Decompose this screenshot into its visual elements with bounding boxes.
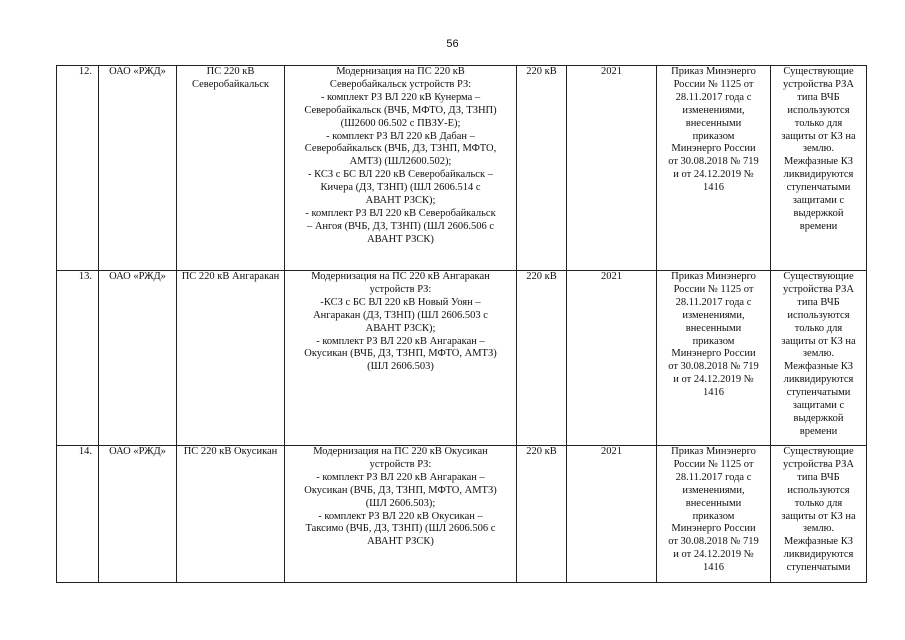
measures-cell-line: - КСЗ с БС ВЛ 220 кВ Северобайкальск – [308,169,493,181]
measures-cell-line: АМТЗ) (ШЛ2600.502); [349,156,452,168]
measures-cell-line: Модернизация на ПС 220 кВ Ангаракан [311,271,490,282]
basis-cell-line: Приказ Минэнерго [671,446,756,457]
measures-cell [285,66,517,271]
object-cell: ПС 220 кВ Северобайкальск [177,66,285,271]
condition-cell-line: выдержкой [793,207,844,219]
basis-cell-line: России № 1125 от [673,458,754,470]
table-row [57,66,867,271]
measures-cell-line: - комплект РЗ ВЛ 220 кВ Ангаракан – [316,471,485,483]
voltage-cell: 220 кВ [517,66,567,271]
basis-cell-line: 28.11.2017 года с [675,91,752,103]
basis-cell-line: приказом [692,335,735,347]
voltage-cell: 220 кВ [517,446,567,583]
condition-cell-line: землю. [802,143,835,155]
year-cell: 2021 [567,66,657,271]
condition-cell-line: используются [787,484,850,496]
condition-cell-line: используются [787,104,850,116]
measures-cell-line: -КСЗ с БС ВЛ 220 кВ Новый Уоян – [320,296,481,308]
basis-cell-line: 1416 [703,387,724,399]
condition-cell-line: ступенчатыми [786,387,851,399]
condition-cell-line: используются [787,309,850,321]
basis-cell-line: 1416 [703,562,724,574]
measures-cell-line: Окусикан (ВЧБ, ДЗ, ТЗНП, МФТО, АМТЗ) [304,348,497,360]
condition-cell-line: только для [794,117,843,129]
condition-cell-line: ликвидируются [783,374,854,386]
basis-cell-line: от 30.08.2018 № 719 [668,156,759,168]
measures-cell-line: Кичера (ДЗ, ТЗНП) (ШЛ 2606.514 с [320,182,481,194]
measures-cell-line: Окусикан (ВЧБ, ДЗ, ТЗНП, МФТО, АМТЗ) [304,484,497,496]
basis-cell-line: Минэнерго России [671,523,756,535]
basis-cell-line: и от 24.12.2019 № [673,549,754,561]
condition-cell-line: защитами с [792,195,845,207]
table-row [57,446,867,583]
page-number: 56 [446,38,459,50]
measures-cell-line: АВАНТ РЗСК); [365,195,436,207]
measures-cell-line: - комплект РЗ ВЛ 220 кВ Окусикан – [318,510,483,522]
condition-cell [771,271,867,446]
measures-cell [285,446,517,583]
condition-cell-line: защиты от КЗ на [781,130,856,142]
condition-cell-line: ступенчатыми [786,562,851,574]
condition-cell [771,66,867,271]
condition-cell-line: времени [799,220,838,232]
basis-cell-line: и от 24.12.2019 № [673,374,754,386]
condition-cell-line: только для [794,322,843,334]
basis-cell-line: внесенными [685,497,742,509]
organization-cell: ОАО «РЖД» [99,446,177,583]
basis-cell [657,446,771,583]
measures-cell-line: АВАНТ РЗСК) [367,233,434,245]
condition-cell-line: устройства РЗА [783,458,854,470]
voltage-cell: 220 кВ [517,271,567,446]
measures-cell-line: Ангаракан (ДЗ, ТЗНП) (ШЛ 2606.503 с [313,309,488,321]
basis-cell-line: 28.11.2017 года с [675,296,752,308]
organization-cell: ОАО «РЖД» [99,271,177,446]
measures-cell-line: устройств РЗ: [369,458,432,470]
basis-cell-line: Минэнерго России [671,348,756,360]
year-cell: 2021 [567,271,657,446]
condition-cell-line: устройства РЗА [783,78,854,90]
basis-cell [657,66,771,271]
basis-cell-line: внесенными [685,117,742,129]
condition-cell-line: выдержкой [793,412,844,424]
organization-cell: ОАО «РЖД» [99,66,177,271]
basis-cell-line: Приказ Минэнерго [671,271,756,282]
measures-cell-line: устройств РЗ: [369,283,432,295]
basis-cell-line: внесенными [685,322,742,334]
condition-cell-line: землю. [802,348,835,360]
basis-cell-line: России № 1125 от [673,78,754,90]
condition-cell-line: ликвидируются [783,169,854,181]
row-number: 14. [57,446,99,583]
condition-cell-line: защиты от КЗ на [781,335,856,347]
basis-cell-line: Минэнерго России [671,143,756,155]
measures-cell-line: Северобайкальск (ВЧБ, ДЗ, ТЗНП, МФТО, [304,143,497,155]
row-number: 12. [57,66,99,271]
measures-cell-line: – Ангоя (ВЧБ, ДЗ, ТЗНП) (ШЛ 2606.506 с [306,220,495,232]
measures-cell-line: - комплект РЗ ВЛ 220 кВ Северобайкальск [305,207,496,219]
measures-cell-line: - комплект РЗ ВЛ 220 кВ Ангаракан – [316,335,485,347]
condition-cell-line: защитами с [792,400,845,412]
condition-cell-line: времени [799,425,838,437]
measures-cell-line: Северобайкальск (ВЧБ, МФТО, ДЗ, ТЗНП) [304,104,497,116]
measures-cell-line: - комплект РЗ ВЛ 220 кВ Кунерма – [320,91,481,103]
condition-cell-line: устройства РЗА [783,283,854,295]
condition-cell-line: Межфазные КЗ [784,536,853,548]
condition-cell-line: только для [794,497,843,509]
measures-cell-line: Северобайкальск устройств РЗ: [329,78,472,90]
condition-cell-line: землю. [802,523,835,535]
condition-cell [771,446,867,583]
basis-cell-line: изменениями, [682,484,745,496]
measures-cell-line: - комплект РЗ ВЛ 220 кВ Дабан – [326,130,475,142]
measures-cell-line: АВАНТ РЗСК); [365,322,436,334]
condition-cell-line: ступенчатыми [786,182,851,194]
basis-cell-line: России № 1125 от [673,283,754,295]
condition-cell-line: Межфазные КЗ [784,156,853,168]
basis-cell [657,271,771,446]
measures-cell-line: (Ш2600 06.502 с ПВЗУ-Е); [340,117,461,129]
condition-cell-line: типа ВЧБ [797,471,840,483]
table-row [57,271,867,446]
condition-cell-line: типа ВЧБ [797,91,840,103]
condition-cell-line: Межфазные КЗ [784,361,853,373]
basis-cell-line: приказом [692,130,735,142]
measures-cell-line: АВАНТ РЗСК) [367,536,434,548]
condition-cell-line: Существующие [783,66,854,77]
basis-cell-line: изменениями, [682,309,745,321]
basis-cell-line: и от 24.12.2019 № [673,169,754,181]
basis-cell-line: 1416 [703,182,724,194]
condition-cell-line: Существующие [783,446,854,457]
measures-cell-line: (ШЛ 2606.503); [365,497,436,509]
measures-cell-line: (ШЛ 2606.503) [367,361,434,373]
basis-cell-line: Приказ Минэнерго [671,66,756,77]
measures-table [56,65,867,583]
condition-cell-line: ликвидируются [783,549,854,561]
basis-cell-line: 28.11.2017 года с [675,471,752,483]
basis-cell-line: изменениями, [682,104,745,116]
measures-cell [285,271,517,446]
condition-cell-line: защиты от КЗ на [781,510,856,522]
object-cell: ПС 220 кВ Окусикан [177,446,285,583]
object-cell: ПС 220 кВ Ангаракан [177,271,285,446]
condition-cell-line: типа ВЧБ [797,296,840,308]
basis-cell-line: от 30.08.2018 № 719 [668,361,759,373]
condition-cell-line: Существующие [783,271,854,282]
row-number: 13. [57,271,99,446]
basis-cell-line: от 30.08.2018 № 719 [668,536,759,548]
measures-cell-line: Модернизация на ПС 220 кВ Окусикан [313,446,488,457]
year-cell: 2021 [567,446,657,583]
measures-cell-line: Модернизация на ПС 220 кВ [336,66,465,77]
basis-cell-line: приказом [692,510,735,522]
measures-cell-line: Таксимо (ВЧБ, ДЗ, ТЗНП) (ШЛ 2606.506 с [305,523,496,535]
